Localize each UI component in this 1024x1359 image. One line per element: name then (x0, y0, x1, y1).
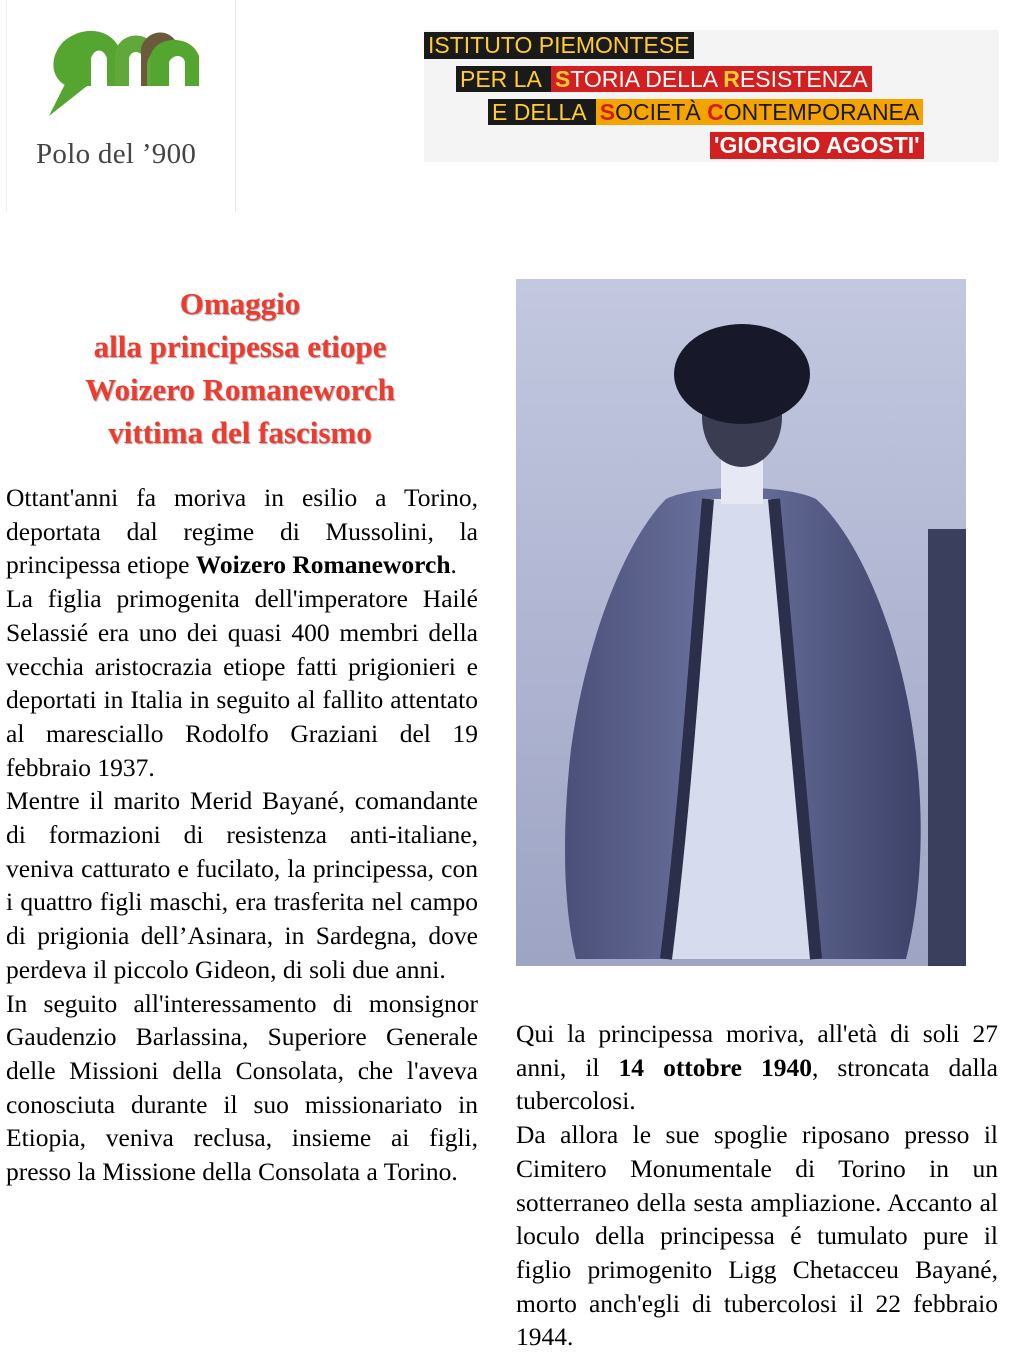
polo-logo-icon (43, 24, 213, 124)
left-text-column (6, 481, 478, 1189)
title-line-3: Woizero Romaneworch (85, 372, 395, 407)
istituto-line-4: 'GIORGIO AGOSTI' (710, 132, 924, 159)
page-title (20, 282, 460, 454)
paragraph-death: Qui la principessa moriva, all'età di soli 27 anni, il 14 ottobre 1940, stroncata dalla tubercolosi. (516, 1019, 998, 1116)
istituto-line-1: ISTITUTO PIEMONTESE (424, 32, 694, 59)
title-line-4: vittima del fascismo (108, 415, 372, 450)
paragraph-consolata: In seguito all'interessamento di monsignor Gaudenzio Barlassina, Superiore Generale delle Missioni della Consolata, che l'aveva conosciuta durante il suo missionariato in Etiopia, veniva reclusa, insieme ai figli, presso la Missione della Consolata a Torino. (6, 988, 478, 1187)
paragraph-asinara: Mentre il marito Merid Bayané, comandante di formazioni di resistenza anti-italiane, veniva catturato e fucilato, la principessa, con i quattro figli maschi, era trasferita nel campo di prigionia dell’Asinara, in Sardegna, dove perdeva il piccolo Gideon, di soli due anni. (6, 786, 478, 984)
right-text-column (516, 1017, 998, 1354)
title-line-1: Omaggio (179, 286, 301, 321)
paragraph-deportation: La figlia primogenita dell'imperatore Hailé Selassié era uno dei quasi 400 membri della vecchia aristocrazia etiope fatti prigionieri e deportati in Italia in seguito al fallito attentato al maresciallo Rodolfo Graziani del 19 febbraio 1937. (6, 584, 478, 782)
istituto-line-2: PER LA STORIA DELLA RESISTENZA (456, 66, 872, 93)
paragraph-burial: Da allora le sue spoglie riposano presso il Cimitero Monumentale di Torino in un sotterraneo della sesta ampliazione. Accanto al loculo della principessa é tumulato pure il figlio primogenito Ligg Chetacceu Bayané, morto anch'egli di tubercolosi il 22 febbraio 1944. (516, 1120, 998, 1352)
polo-logo (6, 0, 236, 212)
princess-portrait-photo (516, 279, 966, 966)
istituto-logo (424, 30, 999, 162)
polo-logo-text: Polo del ’900 (36, 138, 197, 170)
istituto-line-3: E DELLA SOCIETÀ CONTEMPORANEA (488, 99, 923, 126)
title-line-2: alla principessa etiope (93, 329, 387, 364)
paragraph-intro: Ottant'anni fa moriva in esilio a Torino, deportata dal regime di Mussolini, la principessa etiope Woizero Romaneworch. (6, 483, 478, 580)
